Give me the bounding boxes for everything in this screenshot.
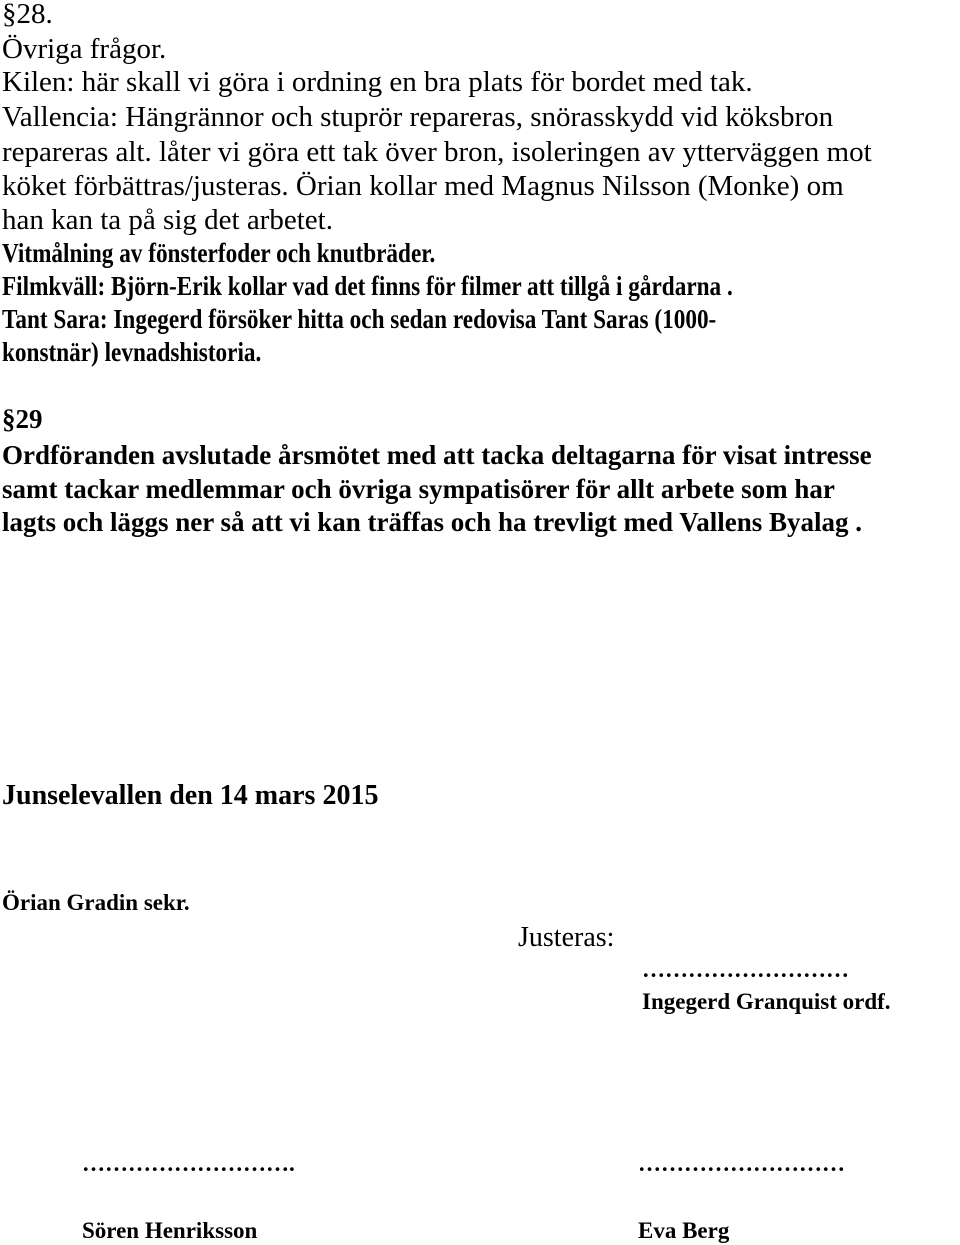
section-28-line-7: Filmkväll: Björn-Erik kollar vad det finns för filmer att tillgå i gårdarna . (2, 271, 733, 301)
chair-name: Ingegerd Granquist ordf. (642, 989, 891, 1014)
left-signer-name: Sören Henriksson (82, 1218, 258, 1243)
signature-line-chair: ……………………… (642, 957, 849, 982)
section-28-line-2: Vallencia: Hängrännor och stuprör repareras, snörasskydd vid köksbron (2, 101, 834, 133)
section-28-line-5: han kan ta på sig det arbetet. (2, 204, 333, 236)
adjusted-label: Justeras: (518, 922, 615, 953)
section-29-line-2: samt tackar medlemmar och övriga sympatisörer för allt arbete som har (2, 474, 835, 504)
signature-line-right: ……………………… (638, 1151, 845, 1176)
section-28-line-1: Kilen: här skall vi göra i ordning en bra plats för bordet med tak. (2, 66, 753, 98)
section-28-number: §28. (2, 0, 53, 30)
section-28-heading: Övriga frågor. (2, 33, 167, 65)
place-date: Junselevallen den 14 mars 2015 (2, 780, 379, 811)
section-28-line-9: konstnär) levnadshistoria. (2, 337, 262, 367)
section-29-line-1: Ordföranden avslutade årsmötet med att tacka deltagarna för visat intresse (2, 440, 872, 470)
signature-line-left: ………………………. (82, 1151, 295, 1176)
section-29-number: §29 (2, 404, 43, 434)
section-28-line-3: repareras alt. låter vi göra ett tak över bron, isoleringen av ytterväggen mot (2, 136, 872, 168)
section-28-line-6: Vitmålning av fönsterfoder och knutbräder. (2, 238, 436, 268)
section-28-line-8: Tant Sara: Ingegerd försöker hitta och sedan redovisa Tant Saras (1000- (2, 304, 717, 334)
secretary-name: Örian Gradin sekr. (2, 890, 190, 915)
right-signer-name: Eva Berg (638, 1218, 730, 1243)
section-28-line-4: köket förbättras/justeras. Örian kollar med Magnus Nilsson (Monke) om (2, 170, 844, 202)
section-29-line-3: lagts och läggs ner så att vi kan träffas och ha trevligt med Vallens Byalag . (2, 507, 863, 537)
